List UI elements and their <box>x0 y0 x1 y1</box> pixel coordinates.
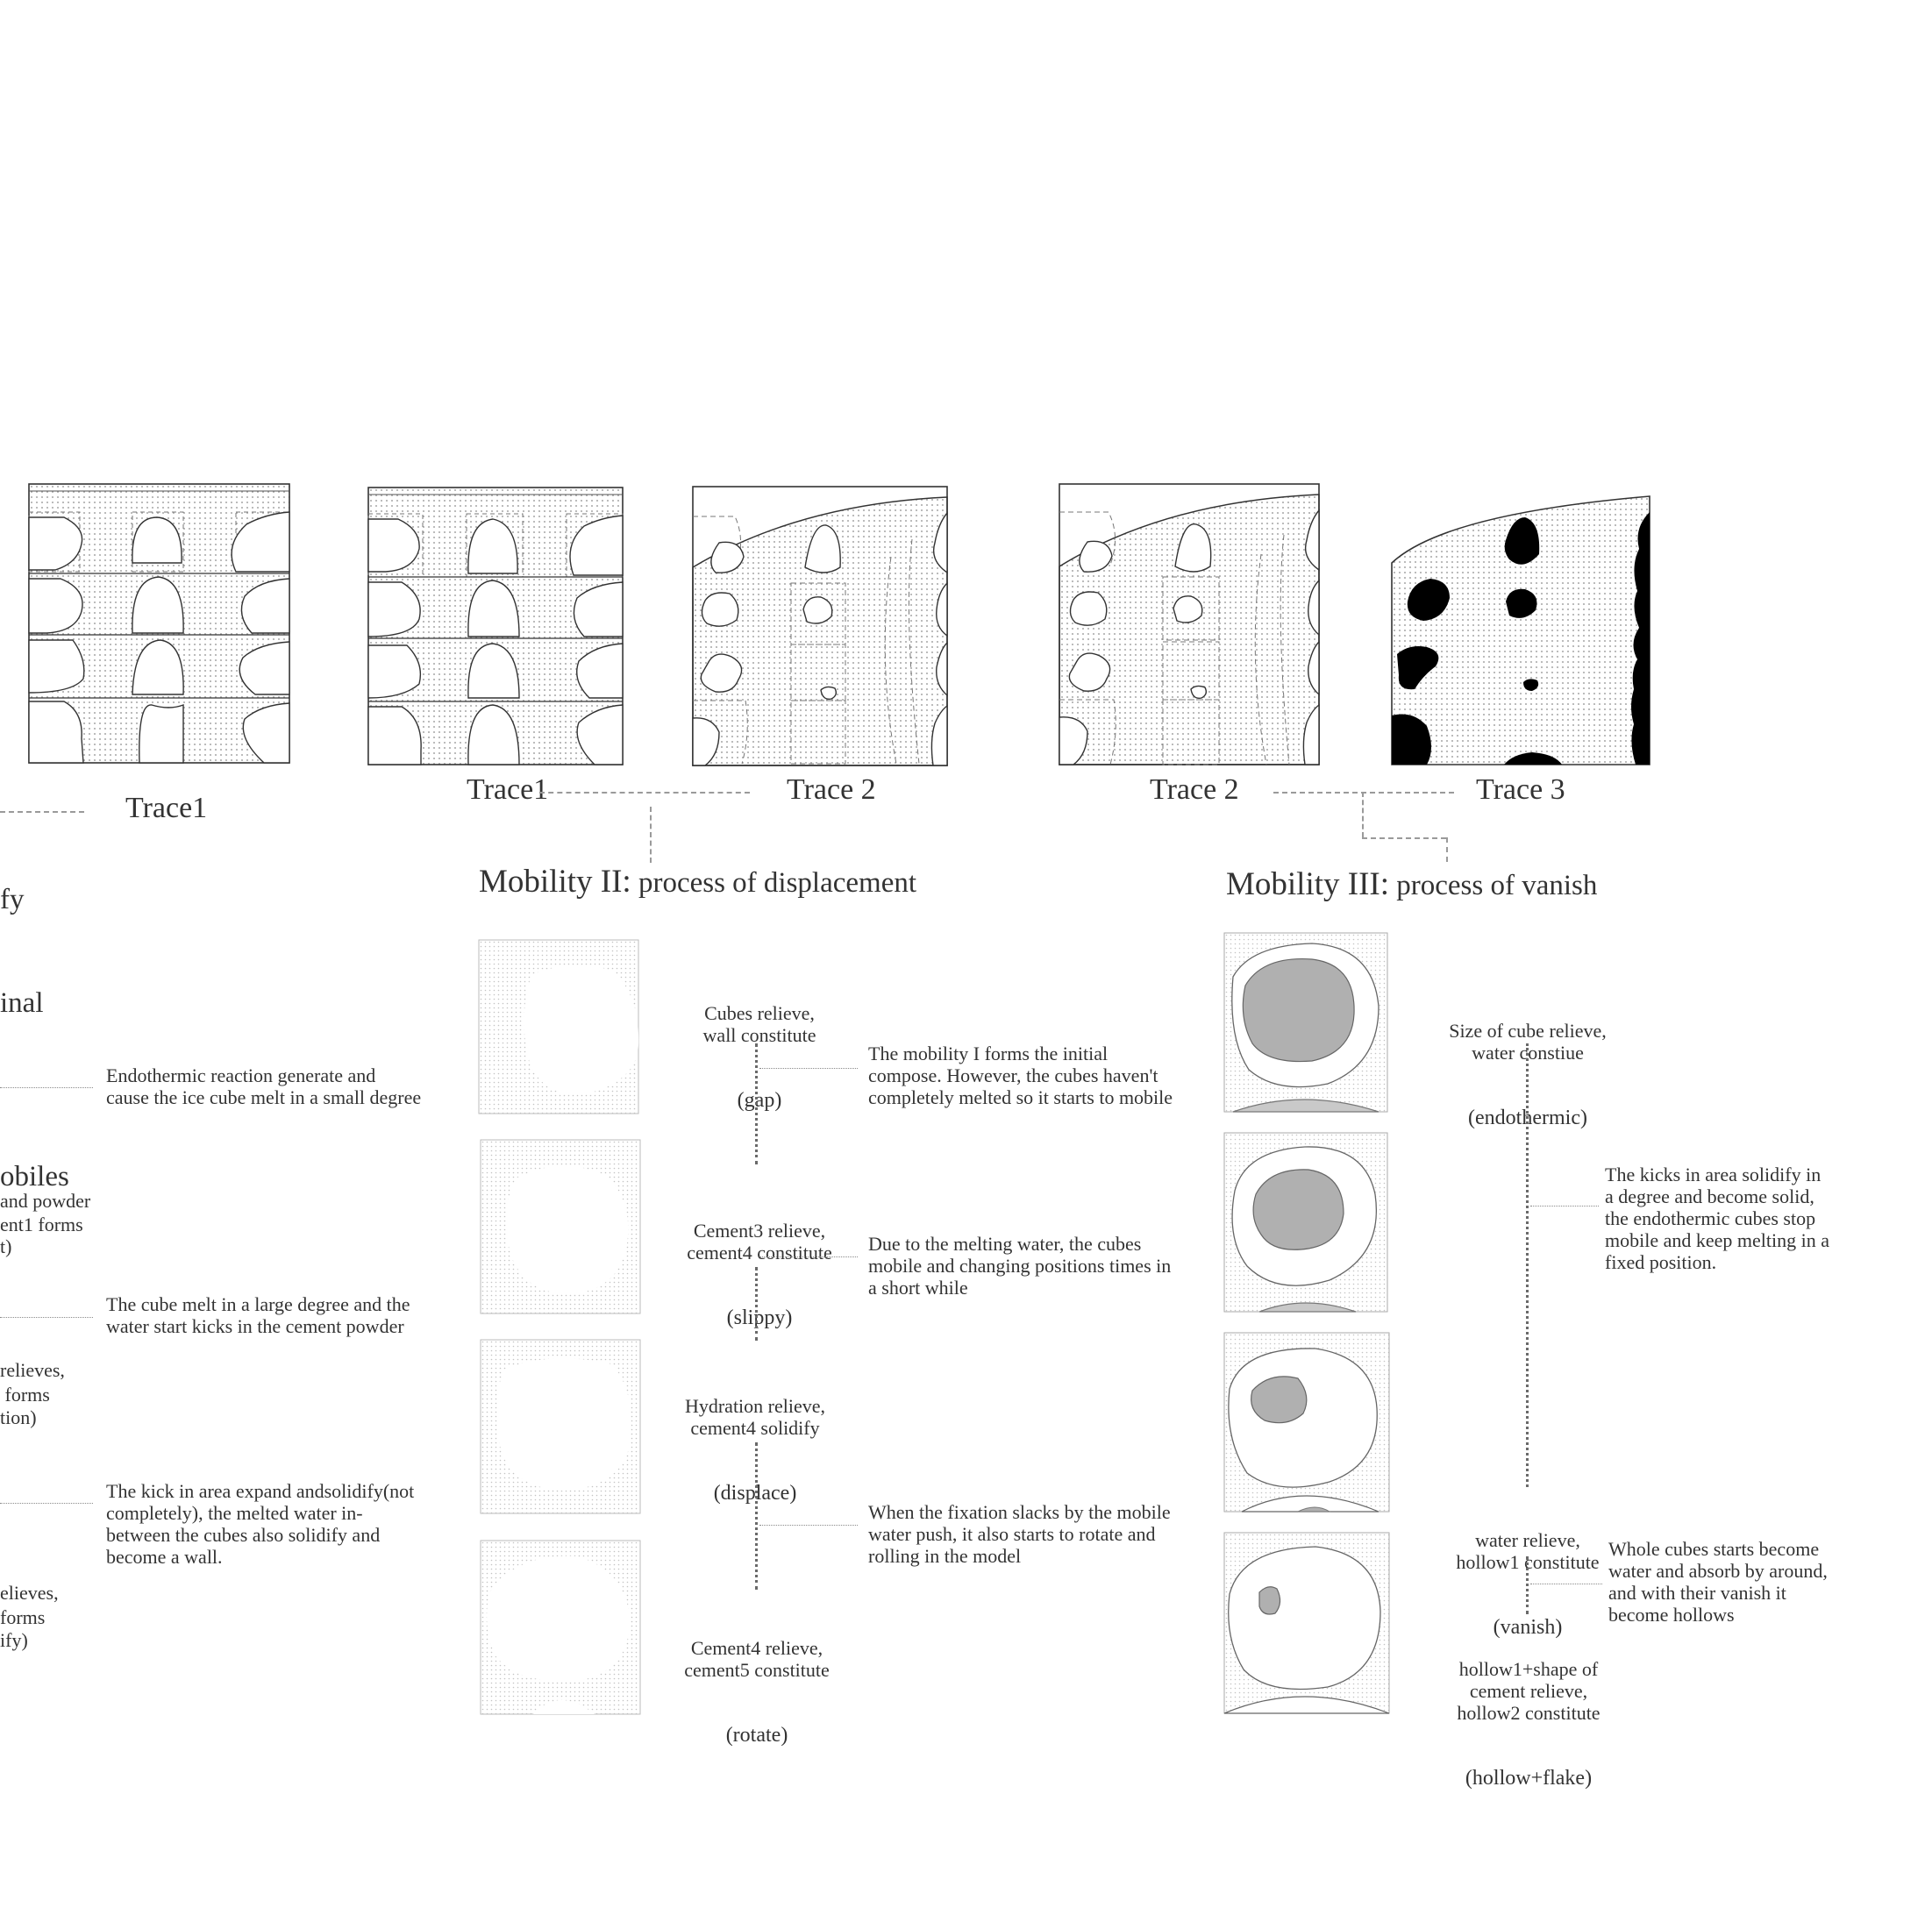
mobility-2-title-main: Mobility II: <box>479 864 631 900</box>
mobility-1-fragment: relieves, <box>0 1359 65 1381</box>
mobility-3-spine <box>1526 1556 1529 1614</box>
mobility-1-fragment: elieves, <box>0 1582 59 1604</box>
connector-mobility2-drop <box>650 807 652 863</box>
mobility-1-fragment: forms <box>0 1384 50 1406</box>
mobility-2-thumb-4 <box>481 1541 642 1716</box>
leader-line <box>0 1087 93 1088</box>
mobility-2-title <box>479 863 916 900</box>
mobility-2-stage-2 <box>687 1176 832 1351</box>
stage-word: (displace) <box>713 1482 797 1505</box>
mobility-3-title-main: Mobility III: <box>1226 866 1390 902</box>
stage-text: Hydration relieve, cement4 solidify <box>684 1395 826 1439</box>
mobility-3-thumb-1 <box>1224 933 1389 1114</box>
stage-text: Cement4 relieve, cement5 constitute <box>684 1637 830 1681</box>
stage-text: hollow1+shape of cement relieve, hollow2 constitute <box>1457 1658 1600 1724</box>
mobility-1-fragment: inal <box>0 987 44 1019</box>
mobility-2-spine <box>755 1043 758 1164</box>
connector-mobility3-drop-a <box>1362 792 1364 837</box>
mobility-3-thumb-2 <box>1224 1133 1389 1313</box>
mobility-2-stage-4 <box>684 1593 830 1769</box>
stage-word: (gap) <box>737 1089 782 1112</box>
mobility-2-note-1: The mobility I forms the initial compose. However, the cubes haven't completely melted so it starts to mobile <box>868 1043 1173 1108</box>
mobility-3-note-1: The kicks in area solidify in a degree and become solid, the endothermic cubes stop mobile and keep melting in a fixed position. <box>1605 1164 1829 1273</box>
mobility-1-fragment: tion) <box>0 1406 37 1428</box>
mobility-1-fragment: t) <box>0 1235 12 1257</box>
stage-text: Cubes relieve, wall constitute <box>702 1002 816 1046</box>
connector-trace1-trace2 <box>539 792 750 794</box>
mobility-2-title-sub: process of displacement <box>638 867 917 899</box>
mobility-2-thumb-1 <box>479 940 640 1115</box>
leader-line <box>759 1068 858 1069</box>
mobility-1-note-1: Endothermic reaction generate and cause the ice cube melt in a small degree <box>106 1064 422 1108</box>
mobility-2-thumb-3 <box>481 1340 642 1515</box>
mobility-1-fragment: ent1 forms <box>0 1214 83 1235</box>
mobility-2-spine <box>755 1442 758 1590</box>
mobility-3-title-sub: process of vanish <box>1396 870 1598 901</box>
leader-line <box>0 1503 93 1504</box>
trace-panel-5 <box>1392 496 1651 766</box>
trace-caption-4: Trace 2 <box>1150 773 1239 806</box>
mobility-3-thumb-4 <box>1224 1533 1391 1715</box>
mobility-3-stage-3 <box>1457 1614 1600 1812</box>
mobility-1-note-3: The kick in area expand andsolidify(not completely), the melted water in- between the cubes also solidify and become a wall. <box>106 1480 415 1568</box>
stage-text: Cement3 relieve, cement4 constitute <box>687 1220 832 1263</box>
stage-text: water relieve, hollow1 constitute <box>1456 1529 1600 1573</box>
trace-panel-1 <box>29 484 290 765</box>
connector-mobility3-mid <box>1362 837 1446 839</box>
mobility-2-thumb-2 <box>481 1140 642 1315</box>
connector-trace1-left <box>0 811 84 813</box>
mobility-3-spine <box>1526 1043 1529 1487</box>
stage-word: (hollow+flake) <box>1465 1767 1593 1790</box>
mobility-1-fragment: ify) <box>0 1629 28 1651</box>
trace-panel-3 <box>693 487 949 767</box>
trace-caption-2: Trace1 <box>467 773 549 806</box>
leader-line <box>759 1256 858 1257</box>
connector-trace2-trace3 <box>1273 792 1454 794</box>
mobility-3-thumb-3 <box>1224 1333 1391 1513</box>
trace-panel-2 <box>368 488 624 766</box>
mobility-1-fragment: and powder <box>0 1190 91 1212</box>
mobility-3-note-2: Whole cubes starts become water and absorb by around, and with their vanish it become hollows <box>1608 1538 1828 1626</box>
stage-word: (rotate) <box>725 1724 788 1747</box>
trace-panel-4 <box>1059 484 1321 766</box>
mobility-2-note-3: When the fixation slacks by the mobile water push, it also starts to rotate and rolling in the model <box>868 1501 1171 1567</box>
trace-caption-1: Trace1 <box>125 792 208 824</box>
mobility-2-note-2: Due to the melting water, the cubes mobile and changing positions times in a short while <box>868 1233 1172 1299</box>
leader-line <box>759 1525 858 1526</box>
mobility-2-spine <box>755 1267 758 1341</box>
connector-mobility3-drop-b <box>1446 837 1448 862</box>
mobility-1-note-2: The cube melt in a large degree and the water start kicks in the cement powder <box>106 1293 410 1337</box>
mobility-1-fragment: obiles <box>0 1161 69 1192</box>
stage-word: (slippy) <box>726 1306 793 1329</box>
mobility-2-stage-1 <box>703 958 816 1134</box>
trace-caption-5: Trace 3 <box>1476 773 1565 806</box>
mobility-3-title <box>1226 865 1597 903</box>
stage-word: (vanish) <box>1493 1616 1563 1639</box>
leader-line <box>1530 1206 1599 1207</box>
stage-word: (endothermic) <box>1468 1107 1587 1129</box>
mobility-1-fragment: fy <box>0 884 25 915</box>
trace-caption-3: Trace 2 <box>787 773 876 806</box>
stage-text: Size of cube relieve, water constiue <box>1449 1020 1607 1064</box>
mobility-1-fragment: forms <box>0 1606 46 1628</box>
leader-line <box>0 1317 93 1318</box>
